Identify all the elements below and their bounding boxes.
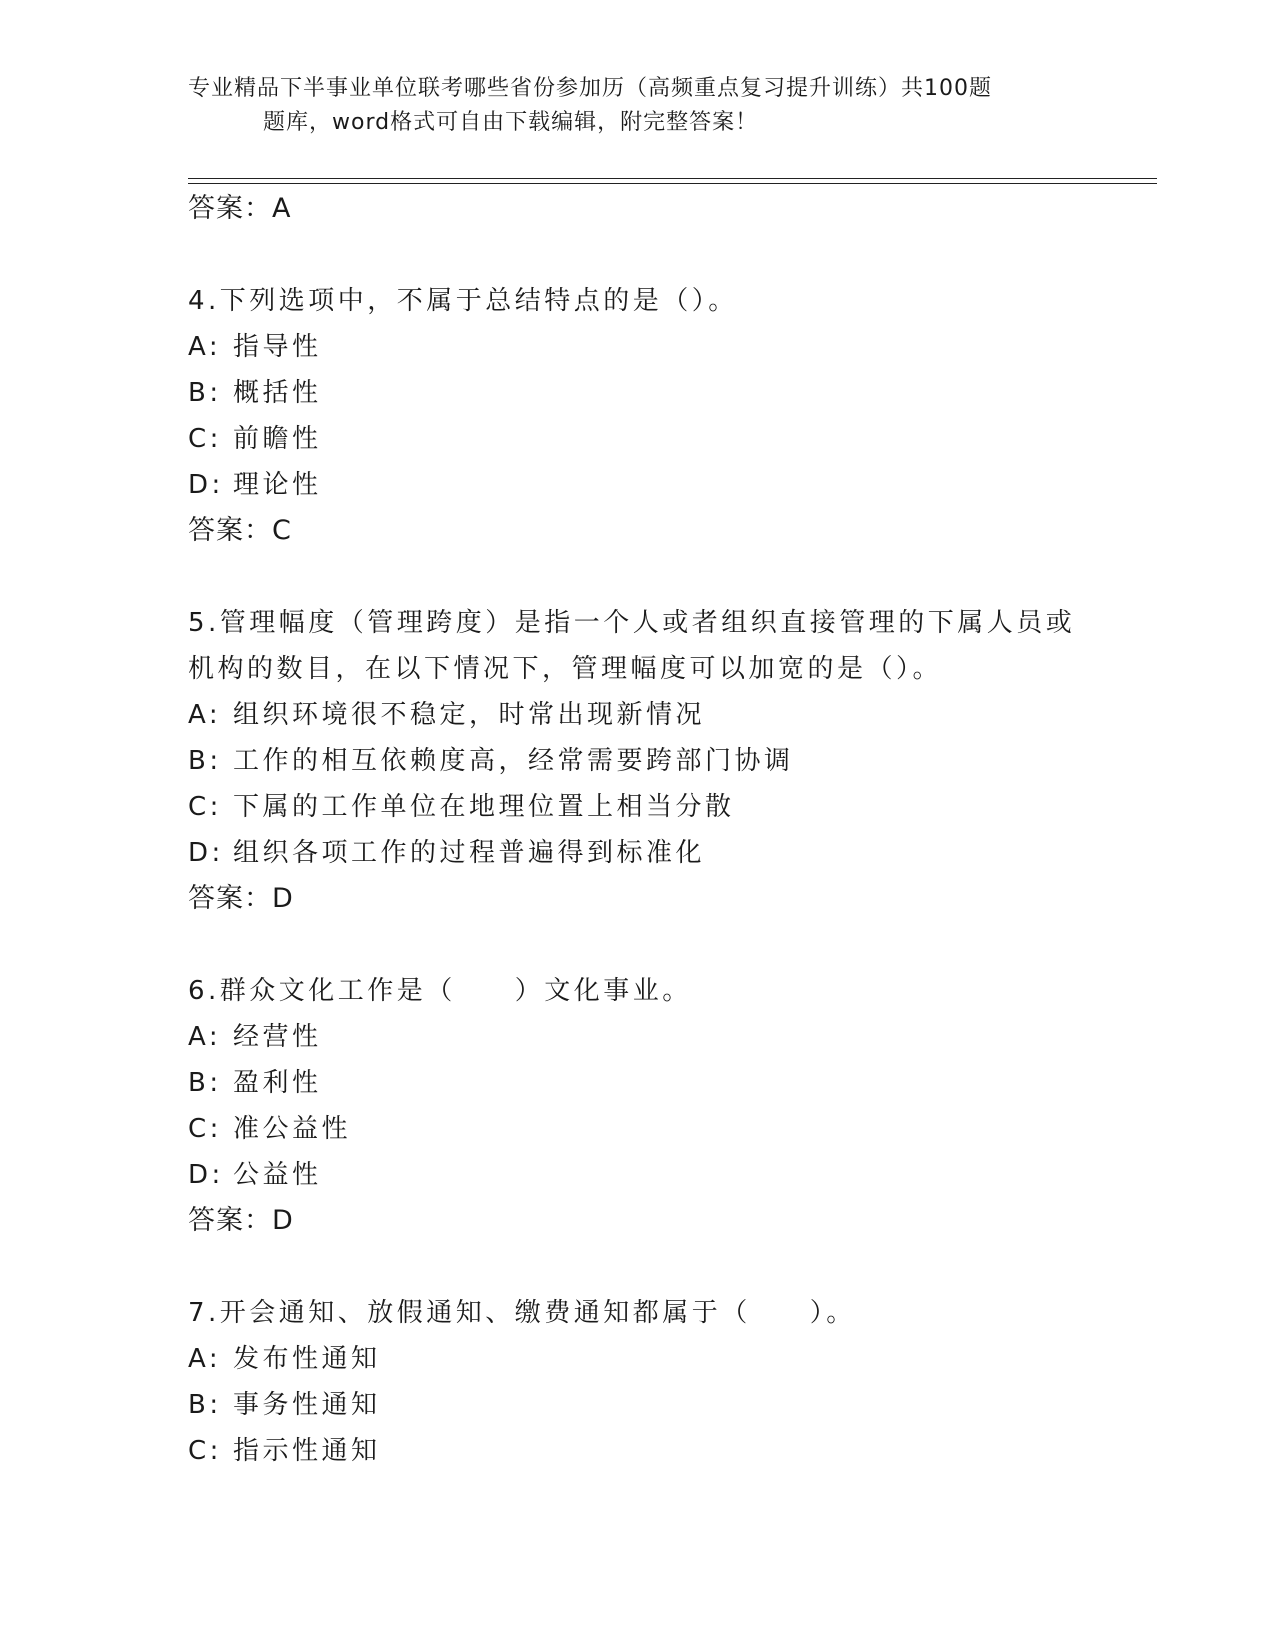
option-text: 发布性通知 bbox=[233, 1344, 381, 1374]
option-a bbox=[188, 1014, 1088, 1060]
option-text: 组织环境很不稳定，时常出现新情况 bbox=[233, 700, 706, 730]
option-text: 组织各项工作的过程普遍得到标准化 bbox=[233, 838, 706, 868]
option-text: 指导性 bbox=[233, 332, 322, 362]
question-list bbox=[188, 186, 1088, 1474]
document-header bbox=[188, 72, 1088, 140]
option-letter: B: bbox=[188, 746, 222, 776]
option-letter: A: bbox=[188, 332, 222, 362]
option-c bbox=[188, 1428, 1088, 1474]
option-text: 盈利性 bbox=[233, 1068, 322, 1098]
question-stem: 5.管理幅度（管理跨度）是指一个人或者组织直接管理的下属人员或 bbox=[188, 608, 1076, 638]
option-d bbox=[188, 1152, 1088, 1198]
option-c bbox=[188, 416, 1088, 462]
option-letter: C: bbox=[188, 792, 222, 822]
option-letter: A: bbox=[188, 1344, 222, 1374]
option-b bbox=[188, 1382, 1088, 1428]
question-stem-continued: 机构的数目，在以下情况下，管理幅度可以加宽的是（）。 bbox=[188, 654, 943, 684]
option-text: 前瞻性 bbox=[233, 424, 322, 454]
option-text: 指示性通知 bbox=[233, 1436, 381, 1466]
question-stem: 7.开会通知、放假通知、缴费通知都属于（ ）。 bbox=[188, 1298, 856, 1328]
question-7 bbox=[188, 1290, 1088, 1474]
option-letter: D: bbox=[188, 470, 224, 500]
header-rule-bottom bbox=[188, 183, 1157, 184]
header-rule-top bbox=[188, 178, 1157, 179]
question-answer: 答案：D bbox=[188, 883, 294, 914]
header-title-line1: 专业精品下半事业单位联考哪些省份参加历（高频重点复习提升训练）共100题 bbox=[188, 76, 992, 101]
question-4 bbox=[188, 278, 1088, 554]
option-text: 理论性 bbox=[233, 470, 322, 500]
option-a bbox=[188, 1336, 1088, 1382]
question-5 bbox=[188, 600, 1088, 922]
option-b bbox=[188, 1060, 1088, 1106]
option-text: 概括性 bbox=[233, 378, 322, 408]
option-b bbox=[188, 370, 1088, 416]
spacer bbox=[188, 1244, 1088, 1290]
option-text: 下属的工作单位在地理位置上相当分散 bbox=[233, 792, 735, 822]
option-c bbox=[188, 1106, 1088, 1152]
spacer bbox=[188, 232, 1088, 278]
option-a bbox=[188, 324, 1088, 370]
option-text: 事务性通知 bbox=[233, 1390, 381, 1420]
option-letter: C: bbox=[188, 1114, 222, 1144]
option-letter: A: bbox=[188, 700, 222, 730]
header-title-line2: 题库，word格式可自由下载编辑，附完整答案！ bbox=[263, 110, 759, 135]
option-letter: D: bbox=[188, 1160, 224, 1190]
option-letter: D: bbox=[188, 838, 224, 868]
option-text: 工作的相互依赖度高，经常需要跨部门协调 bbox=[233, 746, 794, 776]
spacer bbox=[188, 554, 1088, 600]
question-stem: 6.群众文化工作是（ ）文化事业。 bbox=[188, 976, 692, 1006]
option-letter: B: bbox=[188, 378, 222, 408]
option-letter: C: bbox=[188, 424, 222, 454]
question-answer: 答案：C bbox=[188, 515, 292, 546]
previous-answer: 答案：A bbox=[188, 193, 292, 224]
question-6 bbox=[188, 968, 1088, 1244]
option-d bbox=[188, 830, 1088, 876]
option-letter: A: bbox=[188, 1022, 222, 1052]
option-text: 公益性 bbox=[233, 1160, 322, 1190]
option-c bbox=[188, 784, 1088, 830]
option-text: 经营性 bbox=[233, 1022, 322, 1052]
option-letter: B: bbox=[188, 1390, 222, 1420]
question-answer: 答案：D bbox=[188, 1205, 294, 1236]
option-text: 准公益性 bbox=[233, 1114, 352, 1144]
spacer bbox=[188, 922, 1088, 968]
option-letter: B: bbox=[188, 1068, 222, 1098]
option-d bbox=[188, 462, 1088, 508]
question-stem: 4.下列选项中，不属于总结特点的是（）。 bbox=[188, 286, 738, 316]
option-b bbox=[188, 738, 1088, 784]
option-a bbox=[188, 692, 1088, 738]
option-letter: C: bbox=[188, 1436, 222, 1466]
